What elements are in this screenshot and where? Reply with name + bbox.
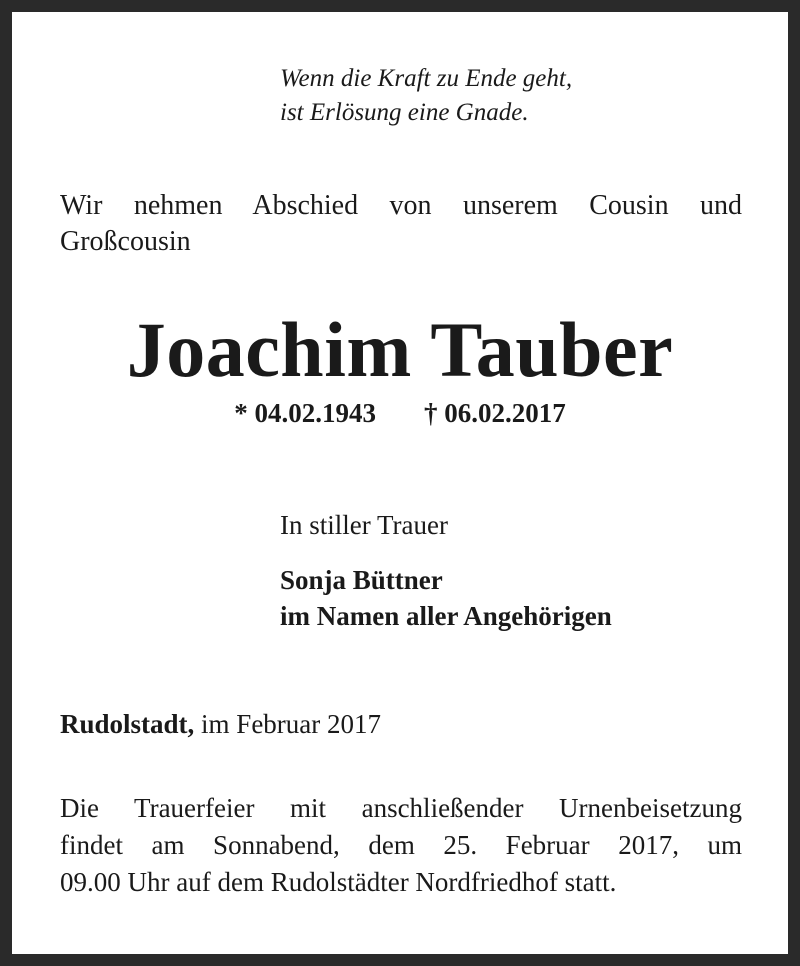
ceremony-notice [60,790,742,901]
farewell-intro [60,188,742,260]
mourner-behalf: im Namen aller Angehörigen [280,601,612,631]
ceremony-line-3: 09.00 Uhr auf dem Rudolstädter Nordfriedhof statt. [60,867,617,897]
motto-verse [280,62,572,130]
intro-line-2: Großcousin [60,226,191,257]
date-text: im Februar 2017 [194,709,382,739]
mourner-signature [280,562,612,634]
ceremony-line-2: findet am Sonnabend, dem 25. Februar 2017, um [60,830,742,860]
mourning-heading: In stiller Trauer [280,510,448,540]
ceremony-line-1: Die Trauerfeier mit anschließender Urnenbeisetzung [60,793,742,823]
mourner-name: Sonja Büttner [280,565,443,595]
death-date: † 06.02.2017 [424,398,566,428]
motto-line-1: Wenn die Kraft zu Ende geht, [280,65,573,92]
birth-date: * 04.02.1943 [234,398,376,428]
place-name: Rudolstadt, [60,709,195,739]
deceased-name: Joachim Tauber [126,306,674,393]
life-dates [0,395,800,431]
place-date [60,706,381,742]
motto-line-2: ist Erlösung eine Gnade. [280,99,529,126]
intro-line-1: Wir nehmen Abschied von unserem Cousin und [60,190,742,221]
